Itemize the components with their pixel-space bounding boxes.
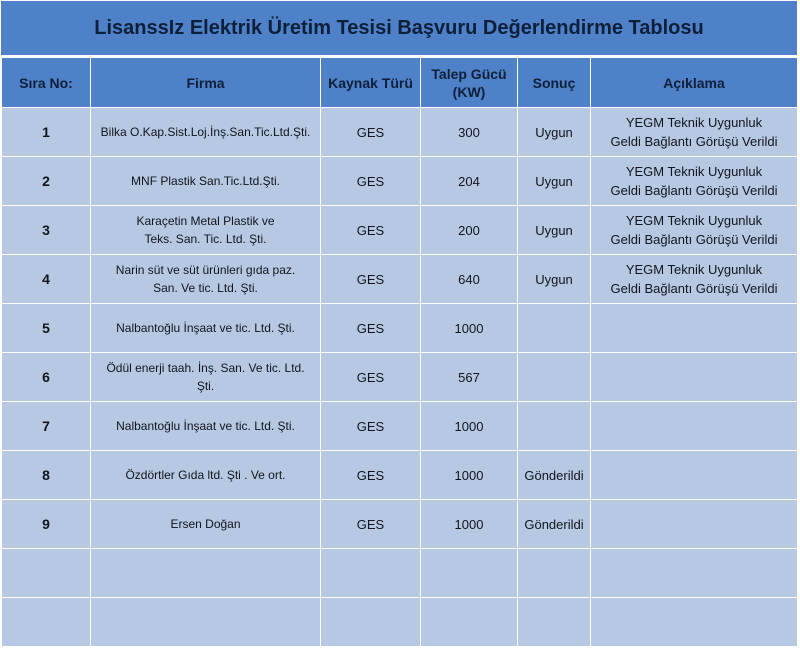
firma-line1: Nalbantoğlu İnşaat ve tic. Ltd. Şti.: [116, 419, 295, 433]
empty-row: [2, 549, 798, 598]
cell-firma: [91, 157, 321, 206]
cell-firma: [91, 402, 321, 451]
cell-sira-no: 7: [2, 402, 91, 451]
cell-talep: 200: [421, 206, 518, 255]
cell-talep: 1000: [421, 451, 518, 500]
cell-sira-no: 9: [2, 500, 91, 549]
cell-kaynak: GES: [321, 157, 421, 206]
cell-kaynak: GES: [321, 500, 421, 549]
cell-kaynak: GES: [321, 108, 421, 157]
table-row: [2, 402, 798, 451]
aciklama-line1: YEGM Teknik Uygunluk: [625, 115, 763, 130]
cell-sira-no: 2: [2, 157, 91, 206]
header-sonuc: Sonuç: [518, 58, 591, 108]
cell-aciklama: [591, 304, 798, 353]
cell-kaynak: GES: [321, 353, 421, 402]
empty-row: [2, 598, 798, 647]
cell-sonuc: Gönderildi: [518, 451, 591, 500]
table-row: [2, 157, 798, 206]
firma-line1: Karaçetin Metal Plastik ve: [136, 214, 275, 228]
header-row: [2, 58, 798, 108]
aciklama-line1: YEGM Teknik Uygunluk: [625, 262, 763, 277]
header-kaynak-turu: Kaynak Türü: [321, 58, 421, 108]
firma-line1: Narin süt ve süt ürünleri gıda paz.: [115, 263, 296, 277]
cell-talep: 1000: [421, 402, 518, 451]
cell-talep: 1000: [421, 500, 518, 549]
cell-firma: [91, 304, 321, 353]
aciklama-line1: YEGM Teknik Uygunluk: [625, 164, 763, 179]
cell-sira-no: 8: [2, 451, 91, 500]
table-title: LisanssIz Elektrik Üretim Tesisi Başvuru Değerlendirme Tablosu: [1, 1, 797, 57]
cell-sonuc: [518, 353, 591, 402]
cell-firma: [91, 108, 321, 157]
cell-sonuc: Gönderildi: [518, 500, 591, 549]
empty-cell: [421, 549, 518, 598]
cell-talep: 300: [421, 108, 518, 157]
empty-cell: [421, 598, 518, 647]
cell-firma: [91, 451, 321, 500]
aciklama-line2: Geldi Bağlantı Görüşü Verildi: [610, 232, 778, 247]
table-row: [2, 451, 798, 500]
cell-sira-no: 1: [2, 108, 91, 157]
empty-cell: [321, 598, 421, 647]
firma-line1: Ödül enerji taah. İnş. San. Ve tic. Ltd.: [106, 361, 305, 375]
cell-aciklama: [591, 353, 798, 402]
cell-kaynak: GES: [321, 304, 421, 353]
cell-kaynak: GES: [321, 451, 421, 500]
table-row: [2, 353, 798, 402]
empty-cell: [91, 598, 321, 647]
cell-firma: [91, 206, 321, 255]
empty-cell: [2, 549, 91, 598]
cell-sira-no: 4: [2, 255, 91, 304]
cell-aciklama: [591, 451, 798, 500]
cell-sira-no: 5: [2, 304, 91, 353]
aciklama-line2: Geldi Bağlantı Görüşü Verildi: [610, 281, 778, 296]
empty-cell: [518, 549, 591, 598]
firma-line2: San. Ve tic. Ltd. Şti.: [153, 281, 258, 295]
empty-cell: [591, 549, 798, 598]
cell-aciklama: [591, 157, 798, 206]
cell-aciklama: [591, 108, 798, 157]
cell-talep: 1000: [421, 304, 518, 353]
header-talep-gucu: [421, 58, 518, 108]
aciklama-line2: Geldi Bağlantı Görüşü Verildi: [610, 183, 778, 198]
cell-firma: [91, 353, 321, 402]
cell-sira-no: 3: [2, 206, 91, 255]
cell-aciklama: [591, 500, 798, 549]
cell-firma: [91, 255, 321, 304]
cell-talep: 567: [421, 353, 518, 402]
empty-cell: [591, 598, 798, 647]
cell-sonuc: [518, 402, 591, 451]
cell-kaynak: GES: [321, 206, 421, 255]
cell-aciklama: [591, 206, 798, 255]
cell-sonuc: [518, 304, 591, 353]
cell-sonuc: Uygun: [518, 108, 591, 157]
cell-sira-no: 6: [2, 353, 91, 402]
table-row: [2, 108, 798, 157]
firma-line1: Bilka O.Kap.Sist.Loj.İnş.San.Tic.Ltd.Şti.: [100, 125, 311, 139]
cell-talep: 204: [421, 157, 518, 206]
cell-sonuc: Uygun: [518, 255, 591, 304]
cell-aciklama: [591, 402, 798, 451]
cell-sonuc: Uygun: [518, 157, 591, 206]
firma-line1: Ersen Doğan: [170, 517, 241, 531]
firma-line2: Şti.: [196, 379, 215, 393]
table-row: [2, 206, 798, 255]
firma-line2: Teks. San. Tic. Ltd. Şti.: [144, 232, 267, 246]
table-row: [2, 304, 798, 353]
firma-line1: Özdörtler Gıda ltd. Şti . Ve ort.: [125, 468, 286, 482]
evaluation-table: [1, 57, 798, 647]
header-firma: Firma: [91, 58, 321, 108]
cell-talep: 640: [421, 255, 518, 304]
table-row: [2, 500, 798, 549]
cell-kaynak: GES: [321, 255, 421, 304]
table-row: [2, 255, 798, 304]
firma-line1: Nalbantoğlu İnşaat ve tic. Ltd. Şti.: [116, 321, 295, 335]
empty-cell: [91, 549, 321, 598]
header-talep-line2: (KW): [452, 83, 486, 100]
cell-sonuc: Uygun: [518, 206, 591, 255]
empty-cell: [321, 549, 421, 598]
header-sira-no: Sıra No:: [2, 58, 91, 108]
cell-firma: [91, 500, 321, 549]
empty-cell: [2, 598, 91, 647]
firma-line1: MNF Plastik San.Tic.Ltd.Şti.: [131, 174, 280, 188]
aciklama-line2: Geldi Bağlantı Görüşü Verildi: [610, 134, 778, 149]
aciklama-line1: YEGM Teknik Uygunluk: [625, 213, 763, 228]
header-talep-line1: Talep Gücü: [431, 65, 507, 82]
empty-cell: [518, 598, 591, 647]
cell-aciklama: [591, 255, 798, 304]
header-aciklama: Açıklama: [591, 58, 798, 108]
cell-kaynak: GES: [321, 402, 421, 451]
